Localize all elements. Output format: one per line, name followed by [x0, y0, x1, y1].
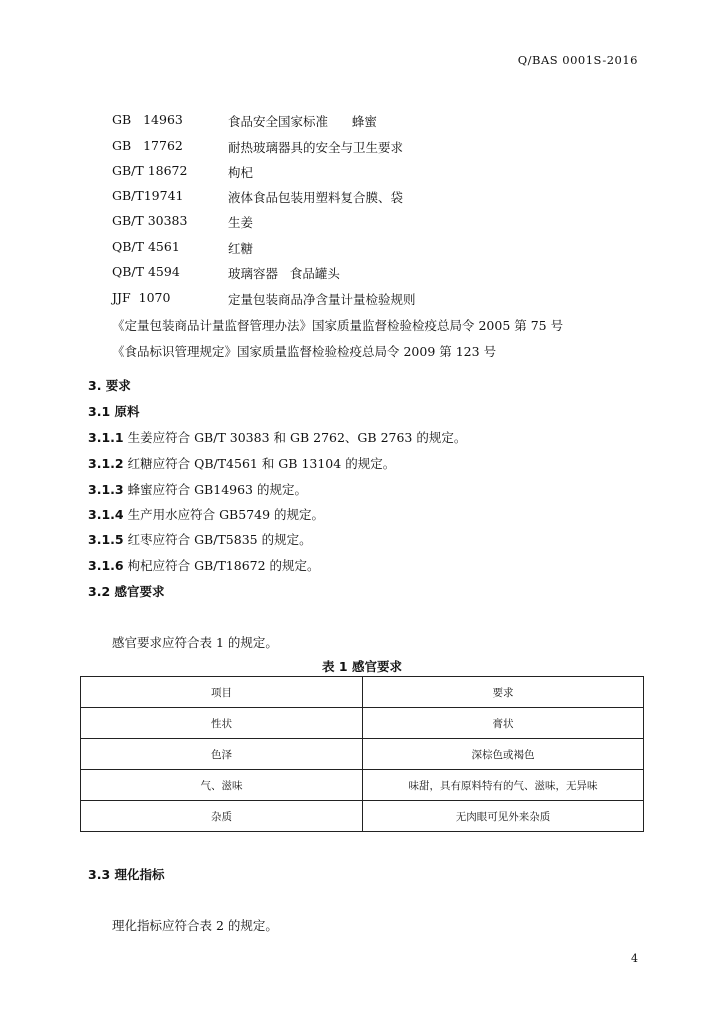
table-cell: 气、滋味	[81, 770, 363, 801]
reference-row	[112, 112, 377, 130]
reference-code: GB 14963	[112, 112, 183, 127]
page-number: 4	[631, 952, 638, 965]
item-number: 3.1.5	[88, 532, 124, 547]
item-number: 3.1.4	[88, 507, 124, 522]
reference-title: 红糖	[228, 241, 254, 256]
requirement-item	[88, 454, 395, 472]
reference-row	[112, 264, 340, 282]
item-number: 3.1.1	[88, 430, 124, 445]
reference-code: QB/T 4561	[112, 239, 180, 254]
reference-code: GB 17762	[112, 138, 183, 153]
regulation-note: 《食品标识管理规定》国家质量监督检验检疫总局令 2009 第 123 号	[112, 344, 497, 359]
item-number: 3.1.6	[88, 558, 124, 573]
reference-code: GB/T19741	[112, 188, 184, 203]
item-text: 生姜应符合 GB/T 30383 和 GB 2762、GB 2763 的规定。	[127, 430, 467, 445]
reference-code: GB/T 30383	[112, 213, 188, 228]
table-header-row	[81, 677, 644, 708]
reference-title: 枸杞	[228, 165, 254, 180]
table-row	[81, 708, 644, 739]
requirement-item	[88, 556, 320, 574]
reference-row	[112, 213, 253, 231]
requirement-item	[88, 480, 307, 498]
physchem-intro: 理化指标应符合表 2 的规定。	[112, 918, 278, 933]
section-heading: 3.3 理化指标	[88, 867, 165, 882]
reference-row	[112, 290, 416, 308]
section-heading: 3. 要求	[88, 378, 131, 393]
item-text: 红糖应符合 QB/T4561 和 GB 13104 的规定。	[127, 456, 396, 471]
table-cell: 味甜，具有原料特有的气、滋味，无异味	[363, 770, 644, 801]
requirement-item	[88, 530, 312, 548]
table-cell: 膏状	[363, 708, 644, 739]
reference-title: 液体食品包装用塑料复合膜、袋	[228, 190, 404, 205]
requirement-item	[88, 505, 324, 523]
section-heading: 3.1 原料	[88, 404, 140, 419]
item-text: 红枣应符合 GB/T5835 的规定。	[127, 532, 312, 547]
reference-row	[112, 239, 253, 257]
requirement-item	[88, 428, 466, 446]
reference-title: 食品安全国家标准 蜂蜜	[228, 114, 377, 129]
reference-title: 耐热玻璃器具的安全与卫生要求	[228, 140, 404, 155]
table-row	[81, 739, 644, 770]
reference-title: 定量包装商品净含量计量检验规则	[228, 292, 416, 307]
reference-code: JJF 1070	[112, 290, 171, 305]
table-caption: 表 1 感官要求	[322, 659, 402, 674]
table-row	[81, 801, 644, 832]
table-row	[81, 770, 644, 801]
section-heading: 3.2 感官要求	[88, 584, 165, 599]
reference-row	[112, 188, 403, 206]
item-text: 生产用水应符合 GB5749 的规定。	[127, 507, 325, 522]
header-cell: 要求	[363, 677, 644, 708]
item-text: 枸杞应符合 GB/T18672 的规定。	[127, 558, 320, 573]
sensory-intro: 感官要求应符合表 1 的规定。	[112, 635, 278, 650]
table-cell: 色泽	[81, 739, 363, 770]
table-cell: 无肉眼可见外来杂质	[363, 801, 644, 832]
item-number: 3.1.2	[88, 456, 124, 471]
sensory-table	[80, 676, 644, 832]
reference-title: 生姜	[228, 215, 254, 230]
table-cell: 深棕色或褐色	[363, 739, 644, 770]
reference-row	[112, 163, 253, 181]
reference-code: GB/T 18672	[112, 163, 188, 178]
header-cell: 项目	[81, 677, 363, 708]
table-cell: 杂质	[81, 801, 363, 832]
document-code: Q/BAS 0001S-2016	[517, 53, 638, 67]
regulation-note: 《定量包装商品计量监督管理办法》国家质量监督检验检疫总局令 2005 第 75 号	[112, 318, 564, 333]
reference-title: 玻璃容器 食品罐头	[228, 266, 340, 281]
item-number: 3.1.3	[88, 482, 124, 497]
reference-code: QB/T 4594	[112, 264, 180, 279]
table-cell: 性状	[81, 708, 363, 739]
item-text: 蜂蜜应符合 GB14963 的规定。	[127, 482, 307, 497]
reference-row	[112, 138, 403, 156]
